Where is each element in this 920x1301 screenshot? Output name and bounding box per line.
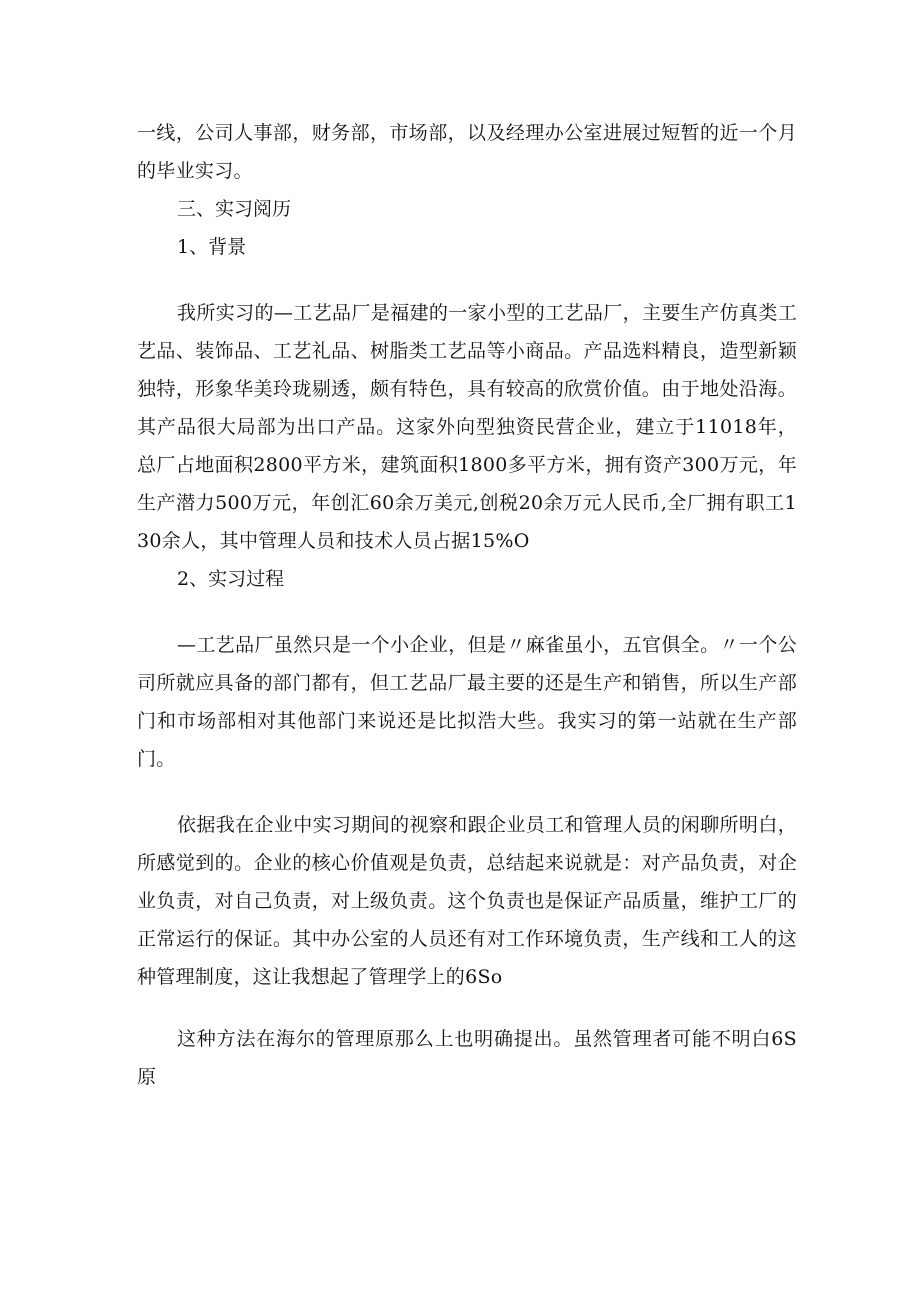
paragraph-process-1: —工艺品厂虽然只是一个小企业，但是〃麻雀虽小，五官俱全。〃一个公司所就应具备的部门都有，但工艺品厂最主要的还是生产和销售，所以生产部门和市场部相对其他部门来说还是比拟浩大些。我实习的第一站就在生产部门。 [137, 634, 797, 770]
document-body [137, 114, 797, 1096]
paragraph-background: 我所实习的—工艺品厂是福建的一家小型的工艺品厂，主要生产仿真类工艺品、装饰品、工艺礼品、树脂类工艺品等小商品。产品选料精良，造型新颖独特，形象华美玲珑剔透，颇有特色，具有较高的欣赏价值。由于地处沿海。其产品很大局部为出口产品。这家外向型独资民营企业，建立于11018年，总厂占地面积2800平方米，建筑面积1800多平方米，拥有资产300万元，年生产潜力500万元，年创汇60余万美元,创税20余万元人民币,全厂拥有职工130余人，其中管理人员和技术人员占据15%O [137, 302, 797, 552]
subheading-process: 2、实习过程 [177, 568, 285, 590]
paragraph-internship-departments: 一线，公司人事部，财务部，市场部，以及经理办公室进展过短暂的近一个月的毕业实习。 [137, 122, 797, 182]
paragraph-process-2: 依据我在企业中实习期间的视察和跟企业员工和管理人员的闲聊所明白，所感觉到的。企业的核心价值观是负责，总结起来说就是：对产品负责，对企业负责，对自己负责，对上级负责。这个负责也是保证产品质量，维护工厂的正常运行的保证。其中办公室的人员还有对工作环境负责，生产线和工人的这种管理制度，这让我想起了管理学上的6So [137, 814, 797, 988]
subheading-background: 1、背景 [177, 236, 247, 258]
paragraph-process-3: 这种方法在海尔的管理原那么上也明确提出。虽然管理者可能不明白6S原 [137, 1028, 797, 1088]
section-heading-experience: 三、实习阅历 [177, 198, 292, 220]
